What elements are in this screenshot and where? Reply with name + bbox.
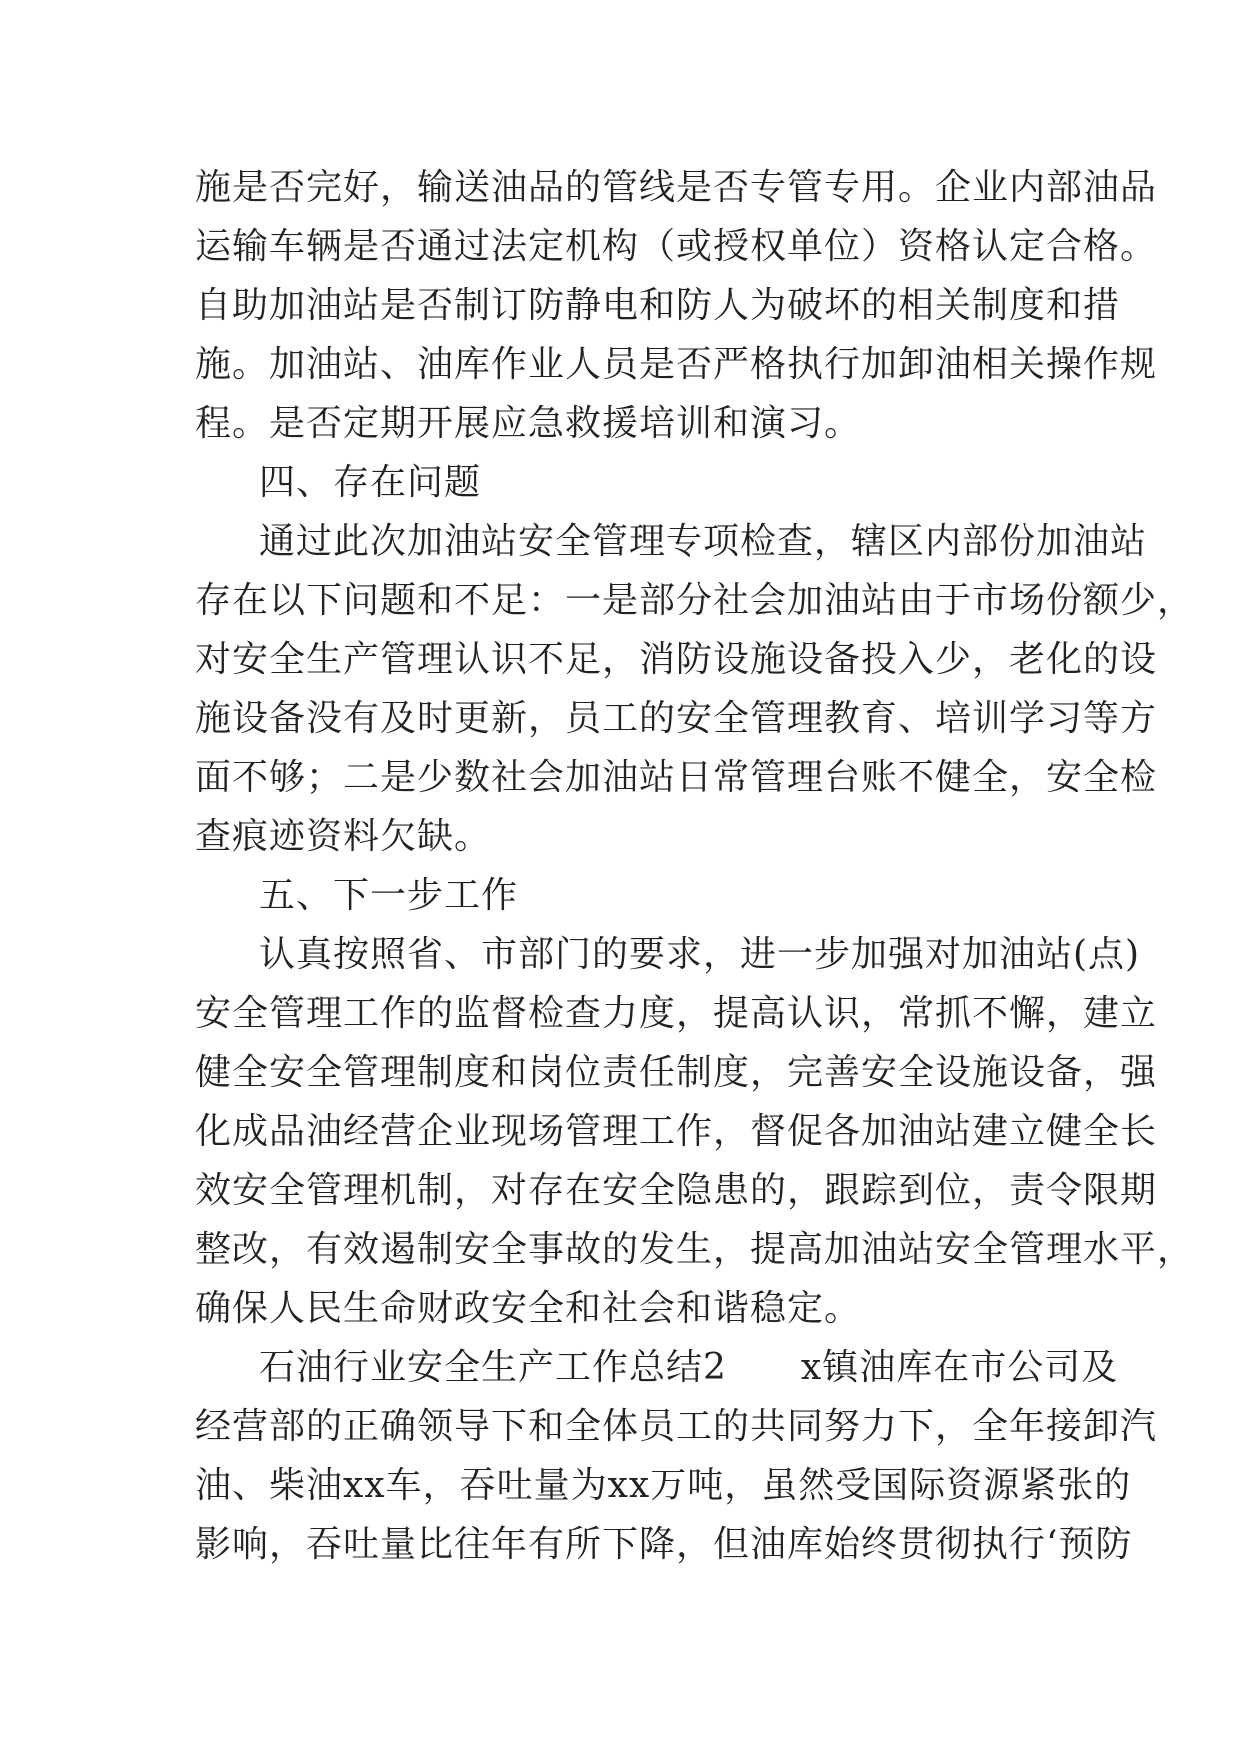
text-line: 化成品油经营企业现场管理工作，督促各加油站建立健全长: [195, 1111, 1158, 1152]
section-heading-next-steps: 五、下一步工作: [259, 875, 519, 916]
paragraph-first-line: 通过此次加油站安全管理专项检查，辖区内部份加油站: [259, 521, 1148, 562]
text-line: 存在以下问题和不足：一是部分社会加油站由于市场份额少，: [195, 580, 1195, 621]
text-line: 安全管理工作的监督检查力度，提高认识，常抓不懈，建立: [195, 993, 1158, 1034]
text-line: 自助加油站是否制订防静电和防人为破坏的相关制度和措: [195, 285, 1121, 326]
text-line: 施设备没有及时更新，员工的安全管理教育、培训学习等方: [195, 698, 1158, 739]
text-line: 影响，吞吐量比往年有所下降，但油库始终贯彻执行‘预防: [195, 1524, 1133, 1565]
text-line: 施。加油站、油库作业人员是否严格执行加卸油相关操作规: [195, 344, 1158, 385]
text-line: 健全安全管理制度和岗位责任制度，完善安全设施设备，强: [195, 1052, 1158, 1093]
text-line: 面不够；二是少数社会加油站日常管理台账不健全，安全检: [195, 757, 1158, 798]
paragraph-first-line: 认真按照省、市部门的要求，进一步加强对加油站(点): [259, 934, 1141, 975]
text-line: 确保人民生命财政安全和社会和谐稳定。: [195, 1288, 862, 1329]
text-line: 运输车辆是否通过法定机构（或授权单位）资格认定合格。: [195, 226, 1158, 267]
text-line: 施是否完好，输送油品的管线是否专管专用。企业内部油品: [195, 167, 1158, 208]
text-line: 查痕迹资料欠缺。: [195, 816, 492, 857]
document-body: [195, 158, 1195, 1574]
summary-title-line: 石油行业安全生产工作总结2 x镇油库在市公司及: [259, 1347, 1119, 1388]
text-line: 效安全管理机制，对存在安全隐患的，跟踪到位，责令限期: [195, 1170, 1158, 1211]
section-heading-issues: 四、存在问题: [259, 462, 482, 503]
text-line: 油、柴油xx车，吞吐量为xx万吨，虽然受国际资源紧张的: [195, 1465, 1132, 1506]
text-line: 程。是否定期开展应急救援培训和演习。: [195, 403, 862, 444]
text-line: 整改，有效遏制安全事故的发生，提高加油站安全管理水平，: [195, 1229, 1195, 1270]
text-line: 经营部的正确领导下和全体员工的共同努力下，全年接卸汽: [195, 1406, 1158, 1447]
text-line: 对安全生产管理认识不足，消防设施设备投入少，老化的设: [195, 639, 1158, 680]
